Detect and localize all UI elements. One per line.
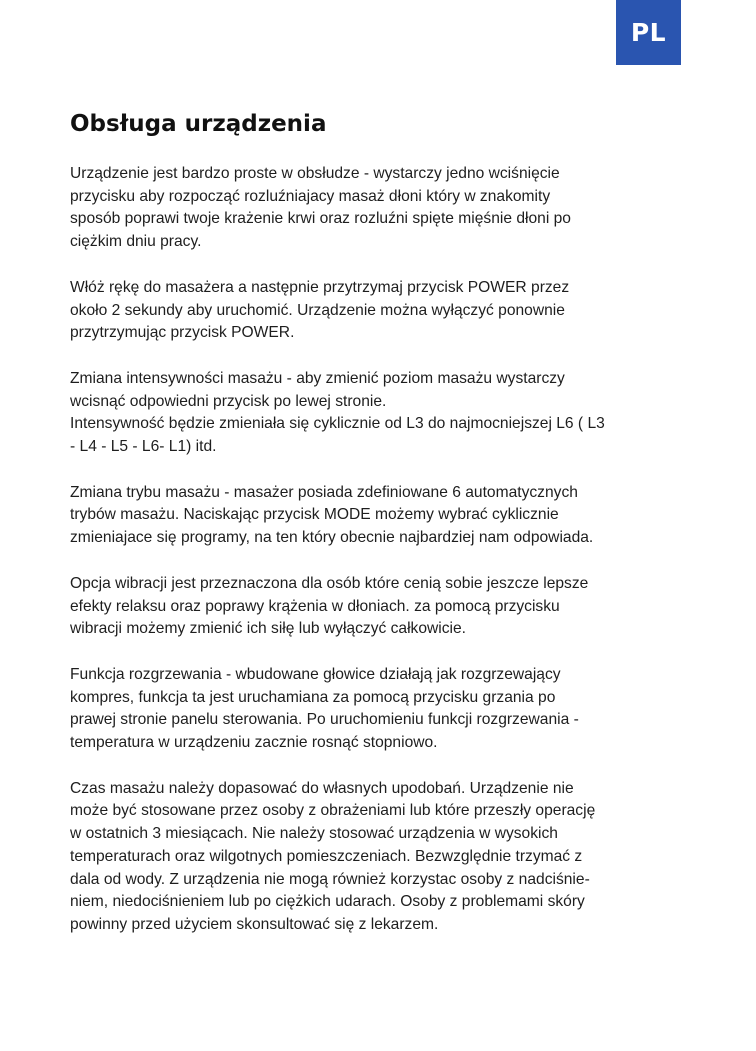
paragraph-line: trybów masażu. Naciskając przycisk MODE możemy wybrać cyklicznie xyxy=(70,506,559,524)
paragraph xyxy=(70,664,690,755)
paragraph-line: zmieniajace się programy, na ten który obecnie najbardziej nam odpowiada. xyxy=(70,529,594,547)
paragraph-line: w ostatnich 3 miesiącach. Nie należy stosować urządzenia w wysokich xyxy=(70,825,558,843)
paragraph xyxy=(70,163,690,254)
language-badge-label: PL xyxy=(630,18,667,47)
paragraph xyxy=(70,482,690,550)
paragraph-line: Włóż rękę do masażera a następnie przytrzymaj przycisk POWER przez xyxy=(70,278,570,296)
paragraph-line: Funkcja rozgrzewania - wbudowane głowice działają jak rozgrzewający xyxy=(70,665,561,683)
paragraph-list xyxy=(70,163,690,937)
paragraph-line: Urządzenie jest bardzo proste w obsłudze - wystarczy jedno wciśnięcie xyxy=(70,165,560,182)
paragraph-line: dala od wody. Z urządzenia nie mogą również korzystac osoby z nadciśnie- xyxy=(70,870,590,888)
paragraph xyxy=(70,277,690,345)
paragraph xyxy=(70,573,690,641)
paragraph-line: kompres, funkcja ta jest uruchamiana za pomocą przycisku grzania po xyxy=(70,688,556,706)
paragraph-line: sposób poprawi twoje krażenie krwi oraz rozluźni spięte mięśnie dłoni po xyxy=(70,210,571,228)
paragraph-line: wibracji możemy zmienić ich siłę lub wyłączyć całkowicie. xyxy=(70,620,467,638)
paragraph-line: przycisku aby rozpocząć rozluźniajacy masaż dłoni który w znakomity xyxy=(70,187,551,205)
paragraph-line: Czas masażu należy dopasować do własnych upodobań. Urządzenie nie xyxy=(70,779,574,797)
paragraph-line: przytrzymując przycisk POWER. xyxy=(70,324,295,342)
paragraph-line: Zmiana trybu masażu - masażer posiada zdefiniowane 6 automatycznych xyxy=(70,483,578,501)
paragraph-line: Zmiana intensywności masażu - aby zmienić poziom masażu wystarczy xyxy=(70,369,565,387)
paragraph-line: ciężkim dniu pracy. xyxy=(70,233,202,251)
paragraph-line: Opcja wibracji jest przeznaczona dla osób które cenią sobie jeszcze lepsze xyxy=(70,574,589,592)
paragraph-line: wcisnąć odpowiedni przycisk po lewej stronie. xyxy=(70,392,387,410)
paragraph-line: powinny przed użyciem skonsultować się z lekarzem. xyxy=(70,915,439,933)
paragraph-line: może być stosowane przez osoby z obrażeniami lub które przeszły operację xyxy=(70,802,596,820)
page-title: Obsługa urządzenia xyxy=(70,111,327,137)
paragraph-line: temperaturach oraz wilgotnych pomieszczeniach. Bezwzględnie trzymać z xyxy=(70,847,583,865)
paragraph-line: niem, niedociśnieniem lub po ciężkich udarach. Osoby z problemami skóry xyxy=(70,893,585,911)
paragraph-line: Intensywność będzie zmieniała się cyklicznie od L3 do najmocniejszej L6 ( L3 xyxy=(70,415,605,433)
paragraph-line: temperatura w urządzeniu zacznie rosnąć stopniowo. xyxy=(70,734,438,752)
paragraph-line: około 2 sekundy aby uruchomić. Urządzenie można wyłączyć ponownie xyxy=(70,301,565,319)
language-badge xyxy=(616,0,681,65)
document-content xyxy=(70,107,690,960)
paragraph xyxy=(70,368,690,459)
paragraph-line: prawej stronie panelu sterowania. Po uruchomieniu funkcji rozgrzewania - xyxy=(70,711,579,729)
paragraph xyxy=(70,778,690,937)
paragraph-line: efekty relaksu oraz poprawy krążenia w dłoniach. za pomocą przycisku xyxy=(70,597,560,615)
paragraph-line: - L4 - L5 - L6- L1) itd. xyxy=(70,438,217,456)
